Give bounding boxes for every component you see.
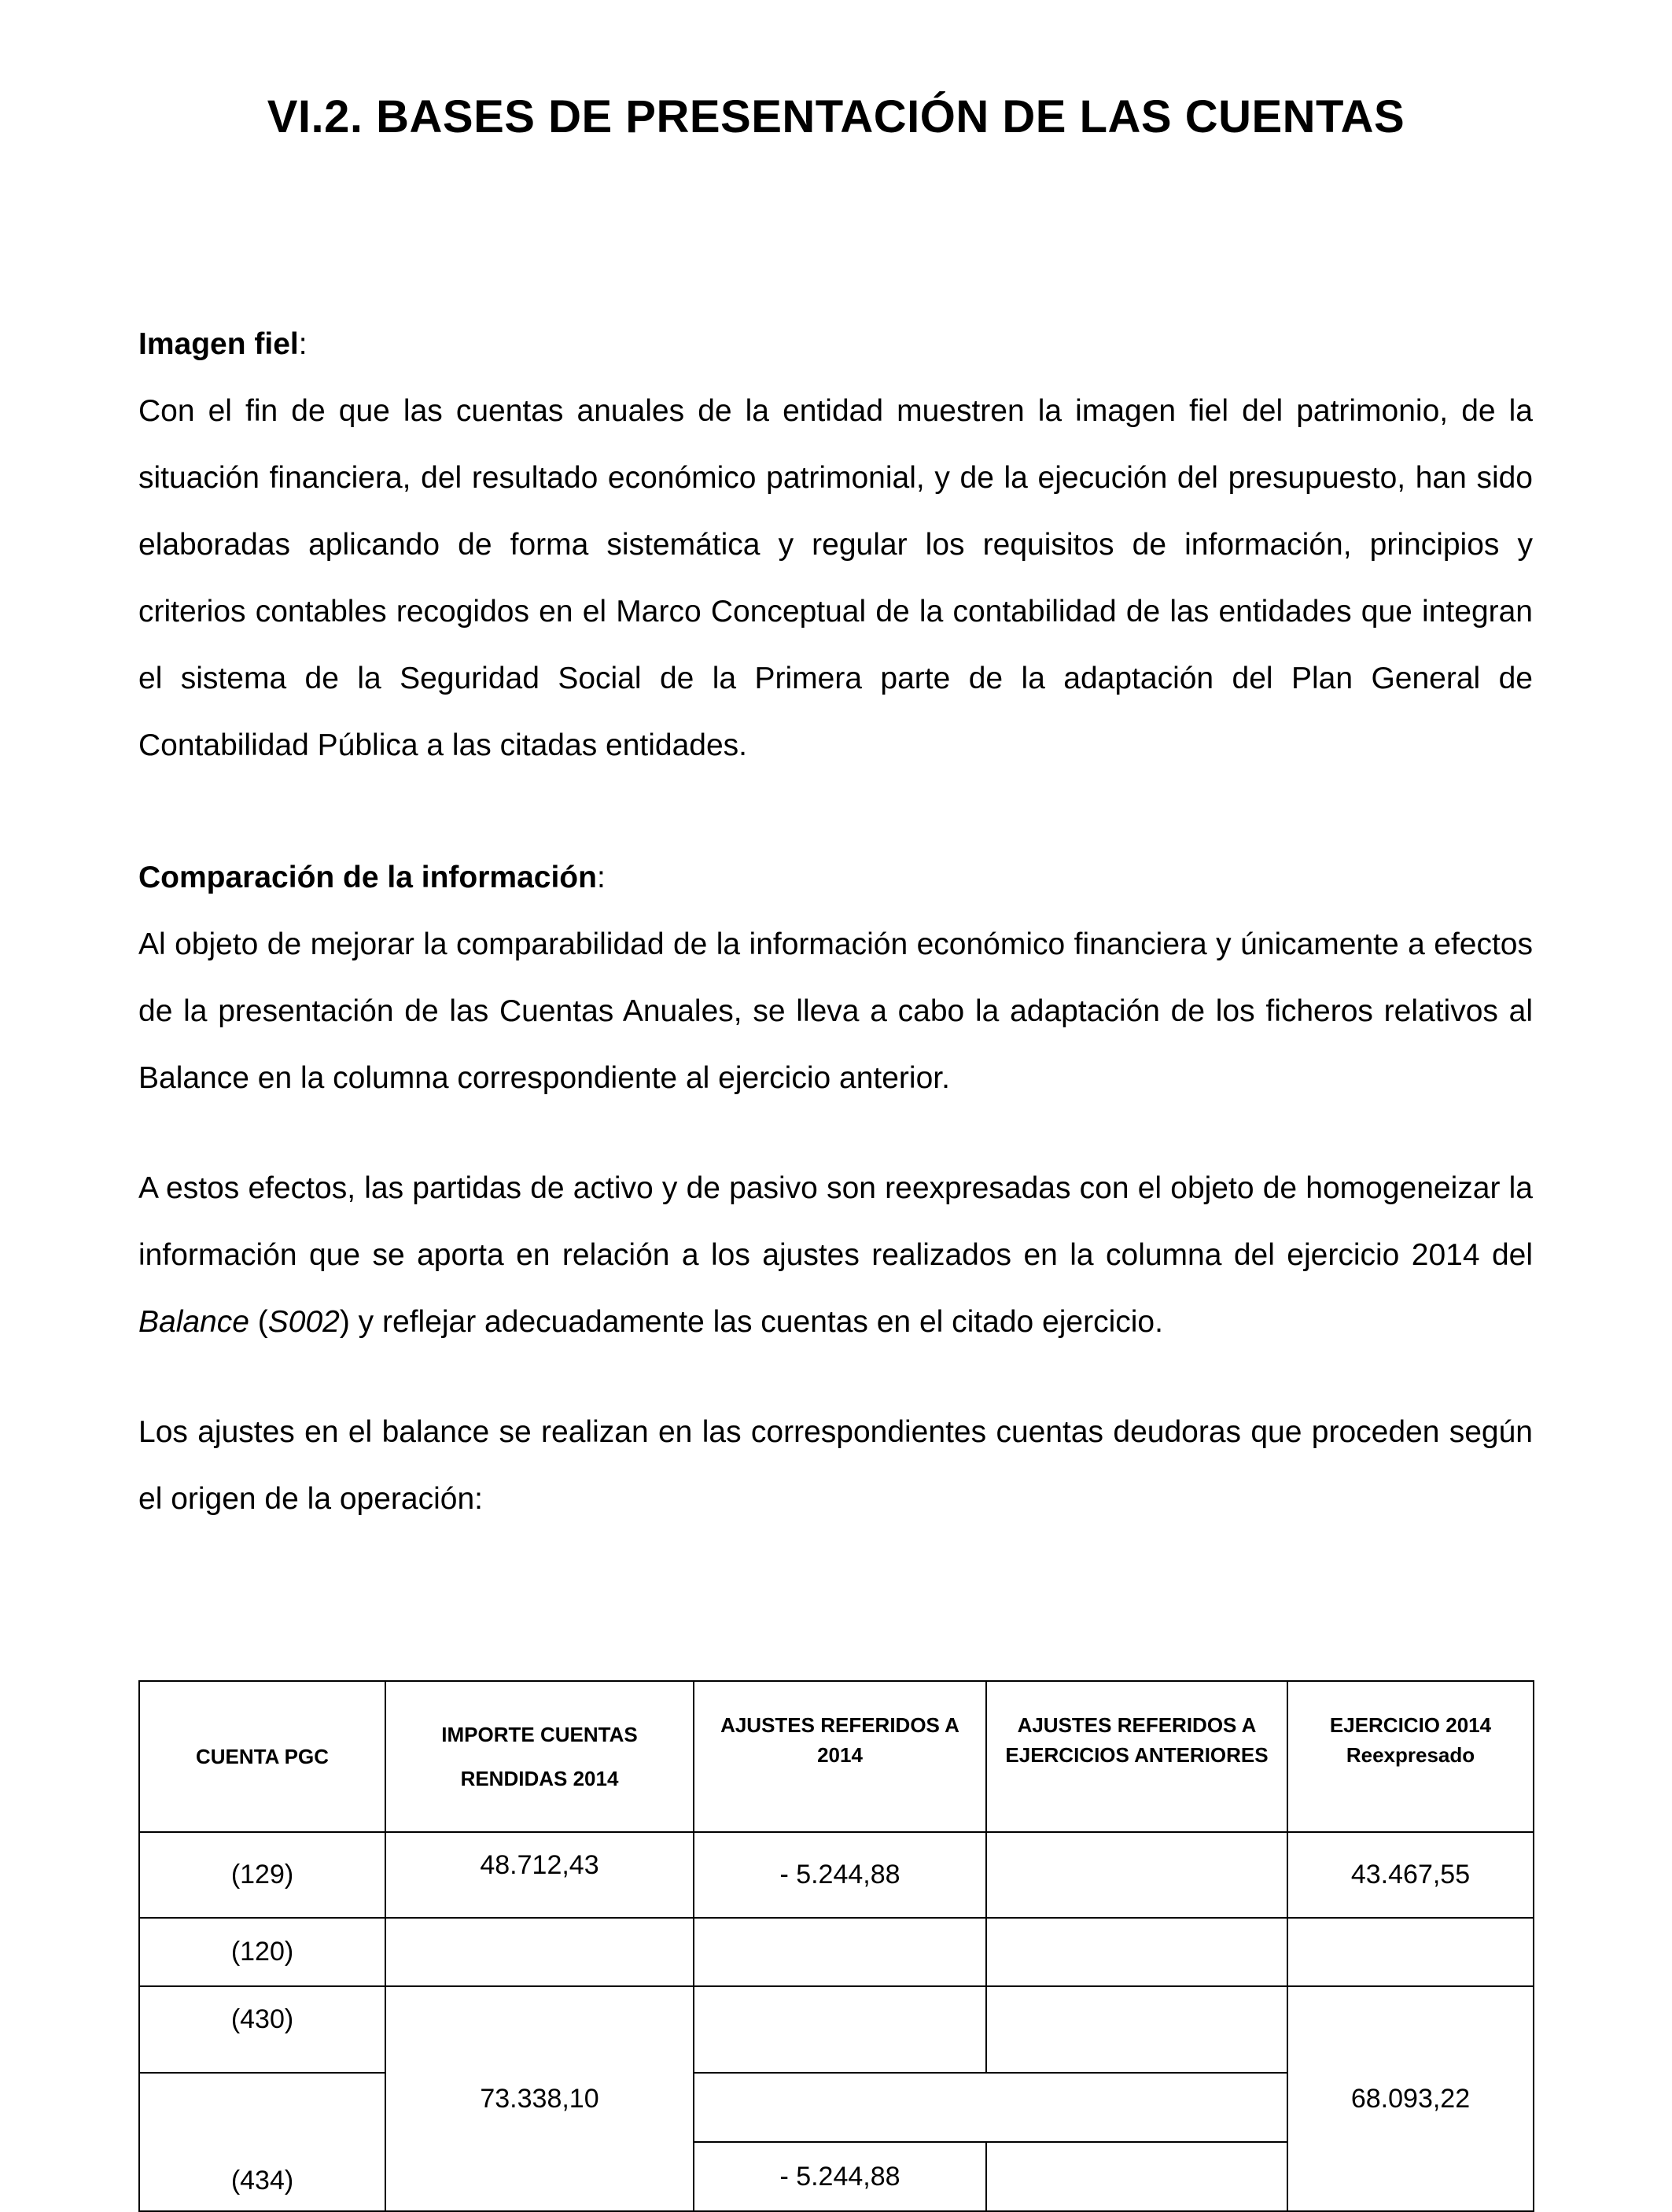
heading-colon: : — [298, 327, 308, 361]
heading-colon: : — [596, 861, 606, 894]
cell-cuenta: (120) — [139, 1918, 385, 1986]
cell-ajuste-anteriores — [986, 1986, 1287, 2073]
cell-ejercicio — [1287, 1918, 1534, 1986]
paragraph — [138, 1155, 1533, 1355]
table-header-row — [139, 1681, 1534, 1832]
cell-ajuste-2014: - 5.244,88 — [694, 1832, 986, 1918]
cell-cuenta: (430) — [139, 1986, 385, 2073]
paragraph-text: ( — [249, 1305, 268, 1339]
cell-ajuste-anteriores — [986, 1832, 1287, 1918]
header-ajustes-2014: AJUSTES REFERIDOS A 2014 — [694, 1681, 986, 1832]
cell-ajuste-2014: - 5.244,88 — [694, 2142, 986, 2211]
paragraph: Los ajustes en el balance se realizan en las correspondientes cuentas deudoras que proceden según el origen de la operación: — [138, 1415, 1533, 1516]
cell-ajustes-merged — [694, 2073, 1287, 2142]
paragraph-text: ) y reflejar adecuadamente las cuentas en el citado ejercicio. — [339, 1305, 1163, 1339]
section-heading — [138, 844, 1533, 911]
section-imagen-fiel — [138, 311, 1533, 779]
paragraph: Con el fin de que las cuentas anuales de la entidad muestren la imagen fiel del patrimonio, de la situación financiera, del resultado económico patrimonial, y de la ejecución del presupuesto, han sido elaboradas aplicando de forma sistemática y regular los requisitos de información, principios y criterios contables recogidos en el Marco Conceptual de la contabilidad de las entidades que integran el sistema de la Seguridad Social de la Primera parte de la adaptación del Plan General de Contabilidad Pública a las citadas entidades. — [138, 394, 1533, 762]
heading-text: Imagen fiel — [138, 327, 299, 361]
header-ejercicio-2014: EJERCICIO 2014 Reexpresado — [1287, 1681, 1534, 1832]
heading-text: Comparación de la información — [138, 861, 597, 894]
header-importe: IMPORTE CUENTAS RENDIDAS 2014 — [385, 1681, 694, 1832]
header-cuenta-pgc: CUENTA PGC — [139, 1681, 385, 1832]
section-comparacion — [138, 844, 1533, 1532]
balance-label: Balance — [138, 1305, 249, 1339]
adjustments-table — [138, 1680, 1534, 2212]
cell-ajuste-anteriores — [986, 2142, 1287, 2211]
cell-ajuste-2014 — [694, 1986, 986, 2073]
page-title: VI.2. BASES DE PRESENTACIÓN DE LAS CUENTAS — [267, 91, 1405, 142]
table-row — [139, 1832, 1534, 1918]
file-code: S002 — [267, 1305, 340, 1339]
cell-importe: 73.338,10 — [385, 1986, 694, 2211]
section-heading — [138, 311, 1533, 378]
cell-cuenta: (129) — [139, 1832, 385, 1918]
cell-importe: 48.712,43 — [385, 1832, 694, 1918]
cell-ejercicio: 43.467,55 — [1287, 1832, 1534, 1918]
header-ajustes-anteriores: AJUSTES REFERIDOS A EJERCICIOS ANTERIORES — [986, 1681, 1287, 1832]
cell-ejercicio: 68.093,22 — [1287, 1986, 1534, 2211]
cell-ajuste-anteriores — [986, 1918, 1287, 1986]
cell-ajuste-2014 — [694, 1918, 986, 1986]
paragraph: Al objeto de mejorar la comparabilidad de la información económico financiera y únicamente a efectos de la presentación de las Cuentas Anuales, se lleva a cabo la adaptación de los ficheros relativos al Balance en la columna correspondiente al ejercicio anterior. — [138, 927, 1533, 1095]
table-row — [139, 1986, 1534, 2073]
cell-cuenta: (434) — [139, 2073, 385, 2211]
paragraph-text: A estos efectos, las partidas de activo y de pasivo son reexpresadas con el objeto de homogeneizar la información que se aporta en relación a los ajustes realizados en la columna del ejercicio 2014 del — [138, 1171, 1533, 1272]
cell-importe — [385, 1918, 694, 1986]
table-row — [139, 1918, 1534, 1986]
